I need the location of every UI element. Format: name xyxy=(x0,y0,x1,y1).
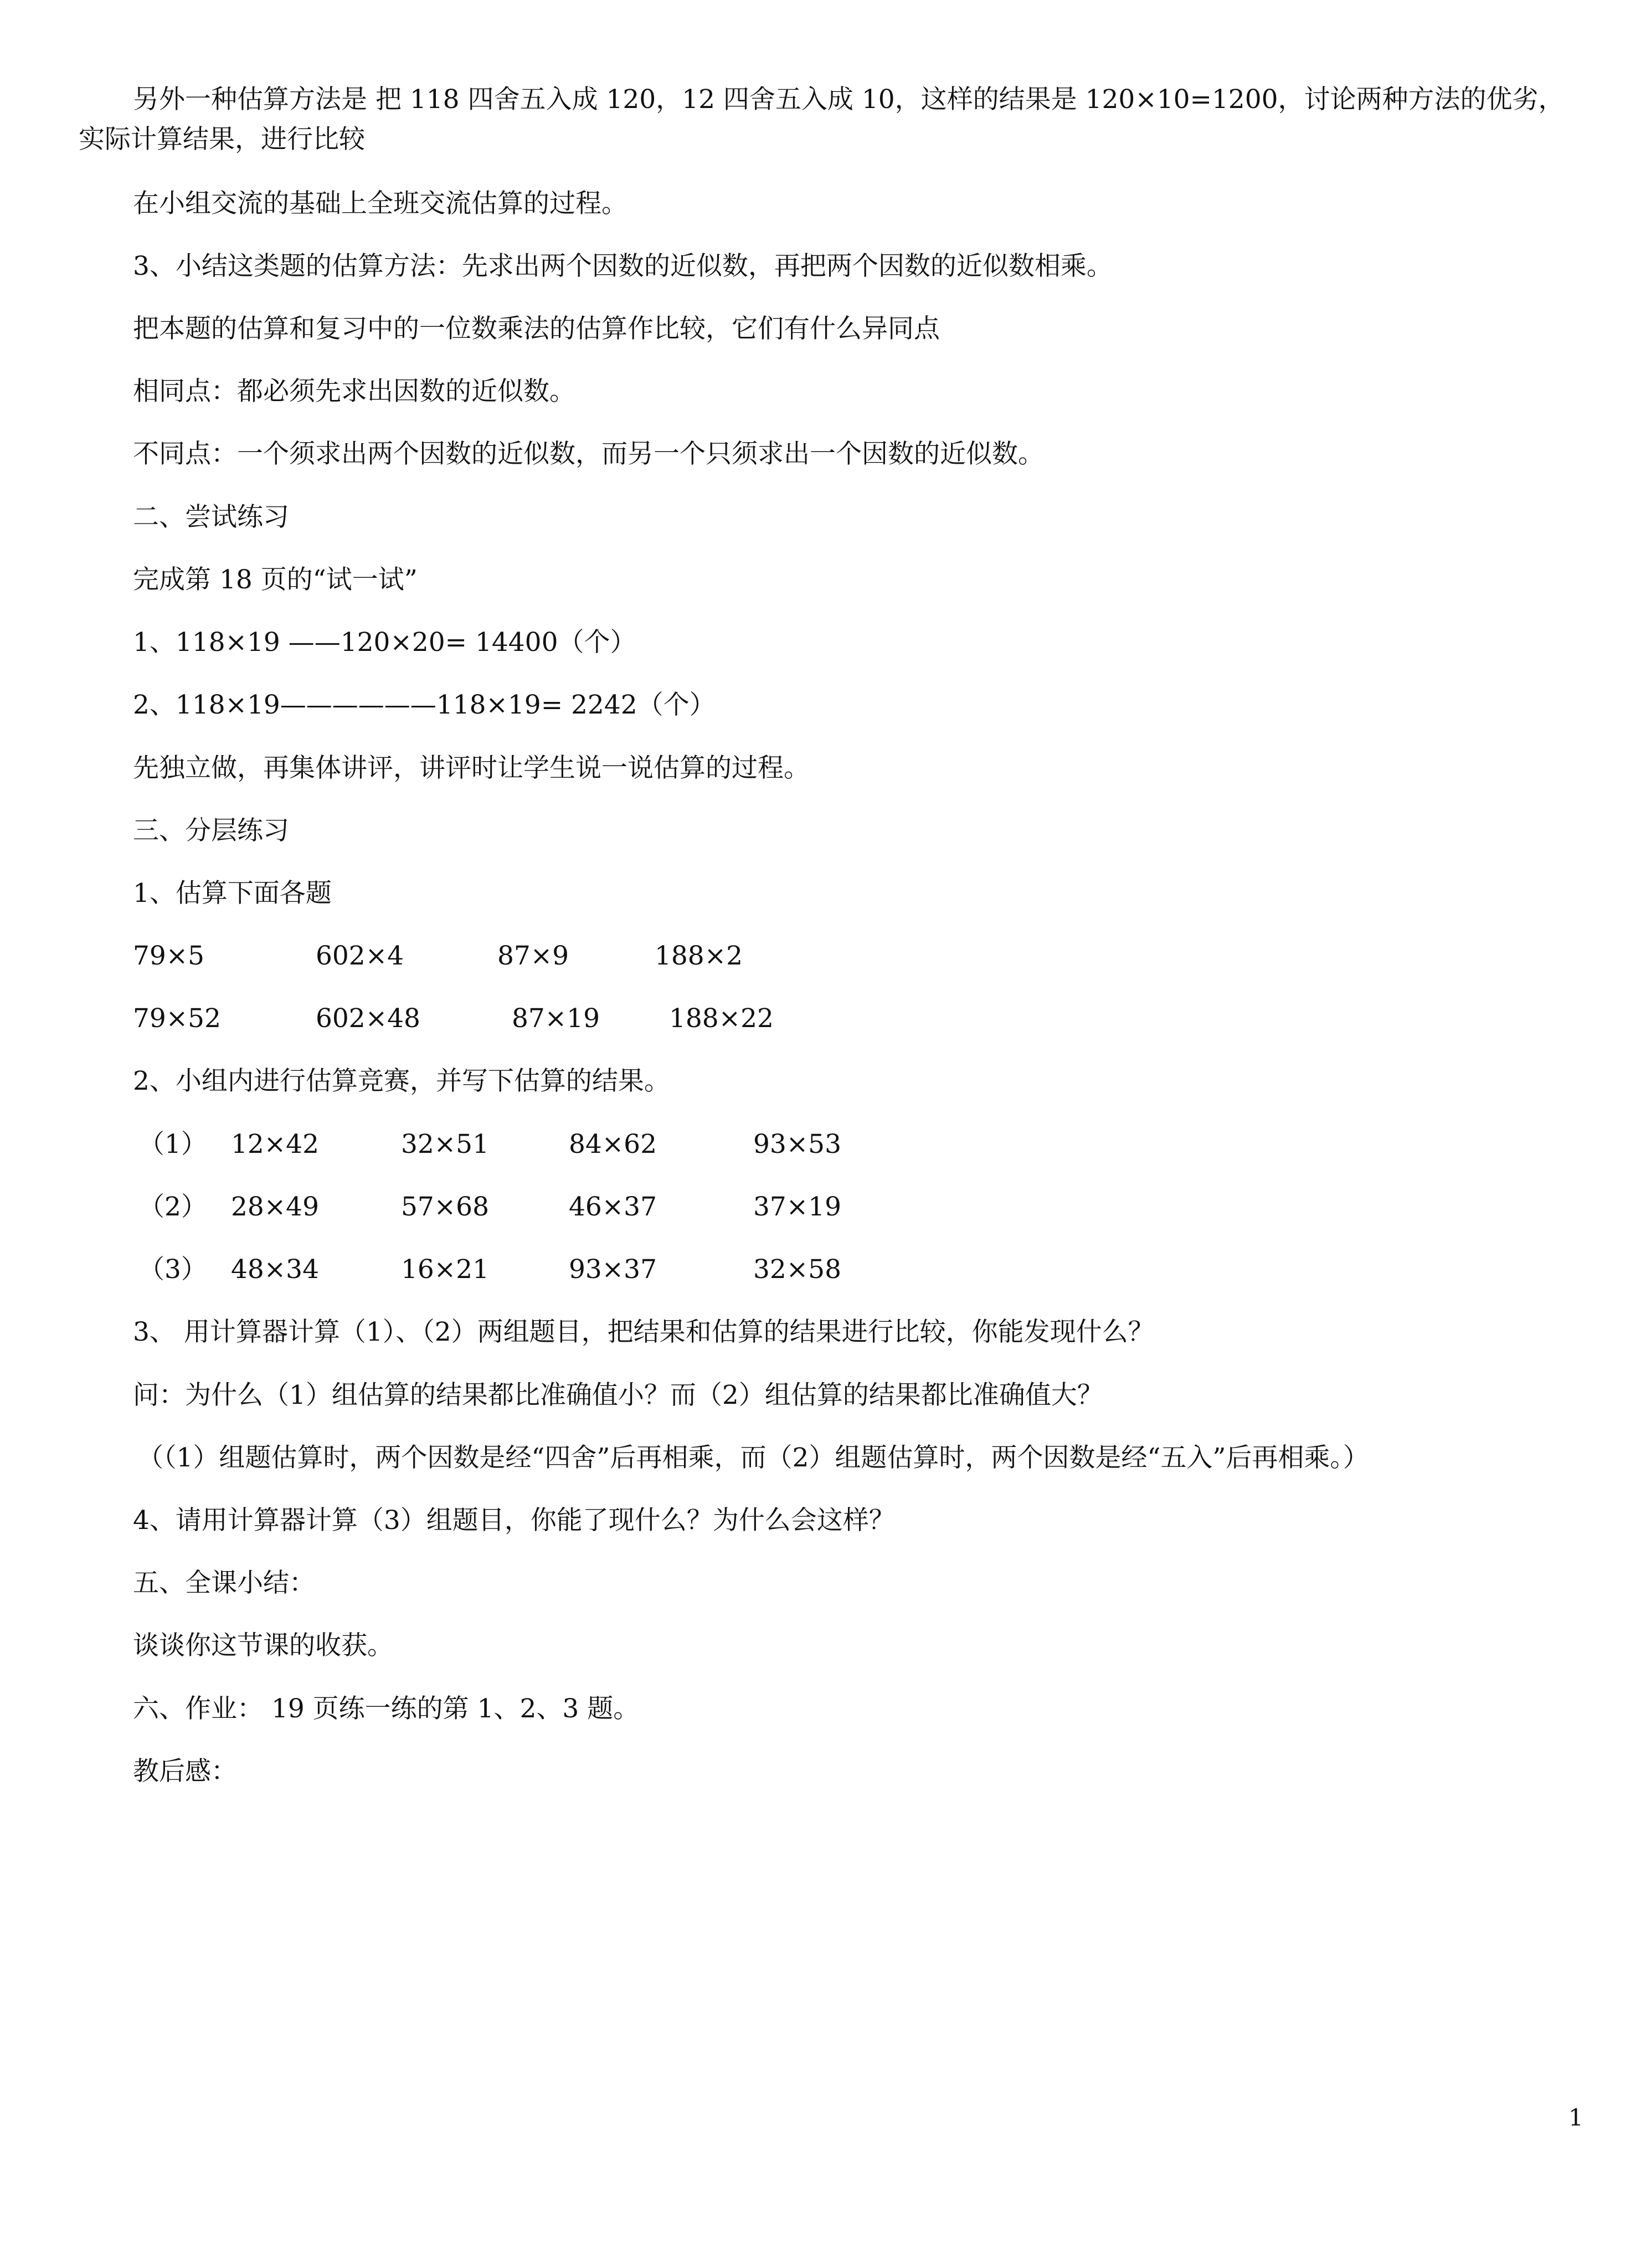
paragraph-explanation: （（1）组题估算时，两个因数是经“四舍”后再相乘，而（2）组题估算时，两个因数是经“五入”后再相乘。） xyxy=(137,1443,1369,1473)
group-label: （1） xyxy=(138,1129,207,1159)
section-heading-try: 二、尝试练习 xyxy=(133,502,289,532)
estimate-item: 87×9 xyxy=(497,941,569,971)
group-label: （2） xyxy=(138,1192,207,1222)
paragraph-compare: 把本题的估算和复习中的一位数乘法的估算作比较，它们有什么异同点 xyxy=(133,314,940,344)
paragraph-try-1: 1、118×19 ——120×20= 14400（个） xyxy=(133,627,636,658)
estimate-item: 188×2 xyxy=(655,941,743,971)
contest-item: 48×34 xyxy=(231,1254,319,1285)
contest-item: 57×68 xyxy=(401,1192,489,1222)
paragraph-contest: 2、小组内进行估算竞赛，并写下估算的结果。 xyxy=(133,1066,670,1096)
contest-item: 32×58 xyxy=(753,1254,841,1285)
contest-item: 93×37 xyxy=(569,1254,657,1285)
paragraph-question: 问：为什么（1）组估算的结果都比准确值小？而（2）组估算的结果都比准确值大？ xyxy=(133,1380,1103,1410)
page-number: 1 xyxy=(1568,2104,1583,2131)
estimate-item: 79×52 xyxy=(133,1003,221,1034)
contest-item: 84×62 xyxy=(569,1129,657,1159)
contest-item: 12×42 xyxy=(231,1129,319,1159)
paragraph-summary-method: 3、小结这类题的估算方法：先求出两个因数的近似数，再把两个因数的近似数相乘。 xyxy=(133,251,1113,281)
paragraph-reflection: 教后感： xyxy=(133,1756,237,1787)
contest-item: 32×51 xyxy=(401,1129,489,1159)
paragraph-page18: 完成第 18 页的“试一试” xyxy=(133,565,418,595)
contest-item: 28×49 xyxy=(231,1192,319,1222)
paragraph-try-2: 2、118×19——————118×19= 2242（个） xyxy=(133,690,716,720)
estimate-item: 188×22 xyxy=(669,1003,774,1034)
contest-item: 93×53 xyxy=(753,1129,841,1159)
section-heading-summary: 五、全课小结： xyxy=(133,1568,315,1598)
section-heading-layered: 三、分层练习 xyxy=(133,815,289,846)
contest-item: 46×37 xyxy=(569,1192,657,1222)
group-label: （3） xyxy=(138,1254,207,1285)
paragraph-alternative-method-cont: 实际计算结果，进行比较 xyxy=(79,124,365,155)
paragraph-alternative-method: 另外一种估算方法是 把 118 四舍五入成 120，12 四舍五入成 10，这样的结果是 120×10=1200，讨论两种方法的优劣， xyxy=(133,84,1565,115)
paragraph-independent: 先独立做，再集体讲评，讲评时让学生说一说估算的过程。 xyxy=(133,753,810,783)
estimate-item: 602×48 xyxy=(316,1003,420,1034)
paragraph-similarity: 相同点：都必须先求出因数的近似数。 xyxy=(133,376,575,407)
estimate-item: 602×4 xyxy=(316,941,404,971)
paragraph-harvest: 谈谈你这节课的收获。 xyxy=(133,1630,393,1661)
estimate-item: 79×5 xyxy=(133,941,205,971)
paragraph-group3: 4、请用计算器计算（3）组题目，你能了现什么？为什么会这样？ xyxy=(133,1505,895,1536)
contest-item: 37×19 xyxy=(753,1192,841,1222)
estimate-item: 87×19 xyxy=(512,1003,600,1034)
paragraph-difference: 不同点：一个须求出两个因数的近似数，而另一个只须求出一个因数的近似数。 xyxy=(133,439,1044,469)
paragraph-calculator-compare: 3、 用计算器计算（1）、（2）两组题目，把结果和估算的结果进行比较，你能发现什么？ xyxy=(133,1317,1154,1347)
paragraph-class-exchange: 在小组交流的基础上全班交流估算的过程。 xyxy=(133,188,628,219)
section-heading-homework: 六、作业： 19 页练一练的第 1、2、3 题。 xyxy=(133,1694,640,1724)
contest-item: 16×21 xyxy=(401,1254,489,1285)
paragraph-estimate-items: 1、估算下面各题 xyxy=(133,878,332,909)
